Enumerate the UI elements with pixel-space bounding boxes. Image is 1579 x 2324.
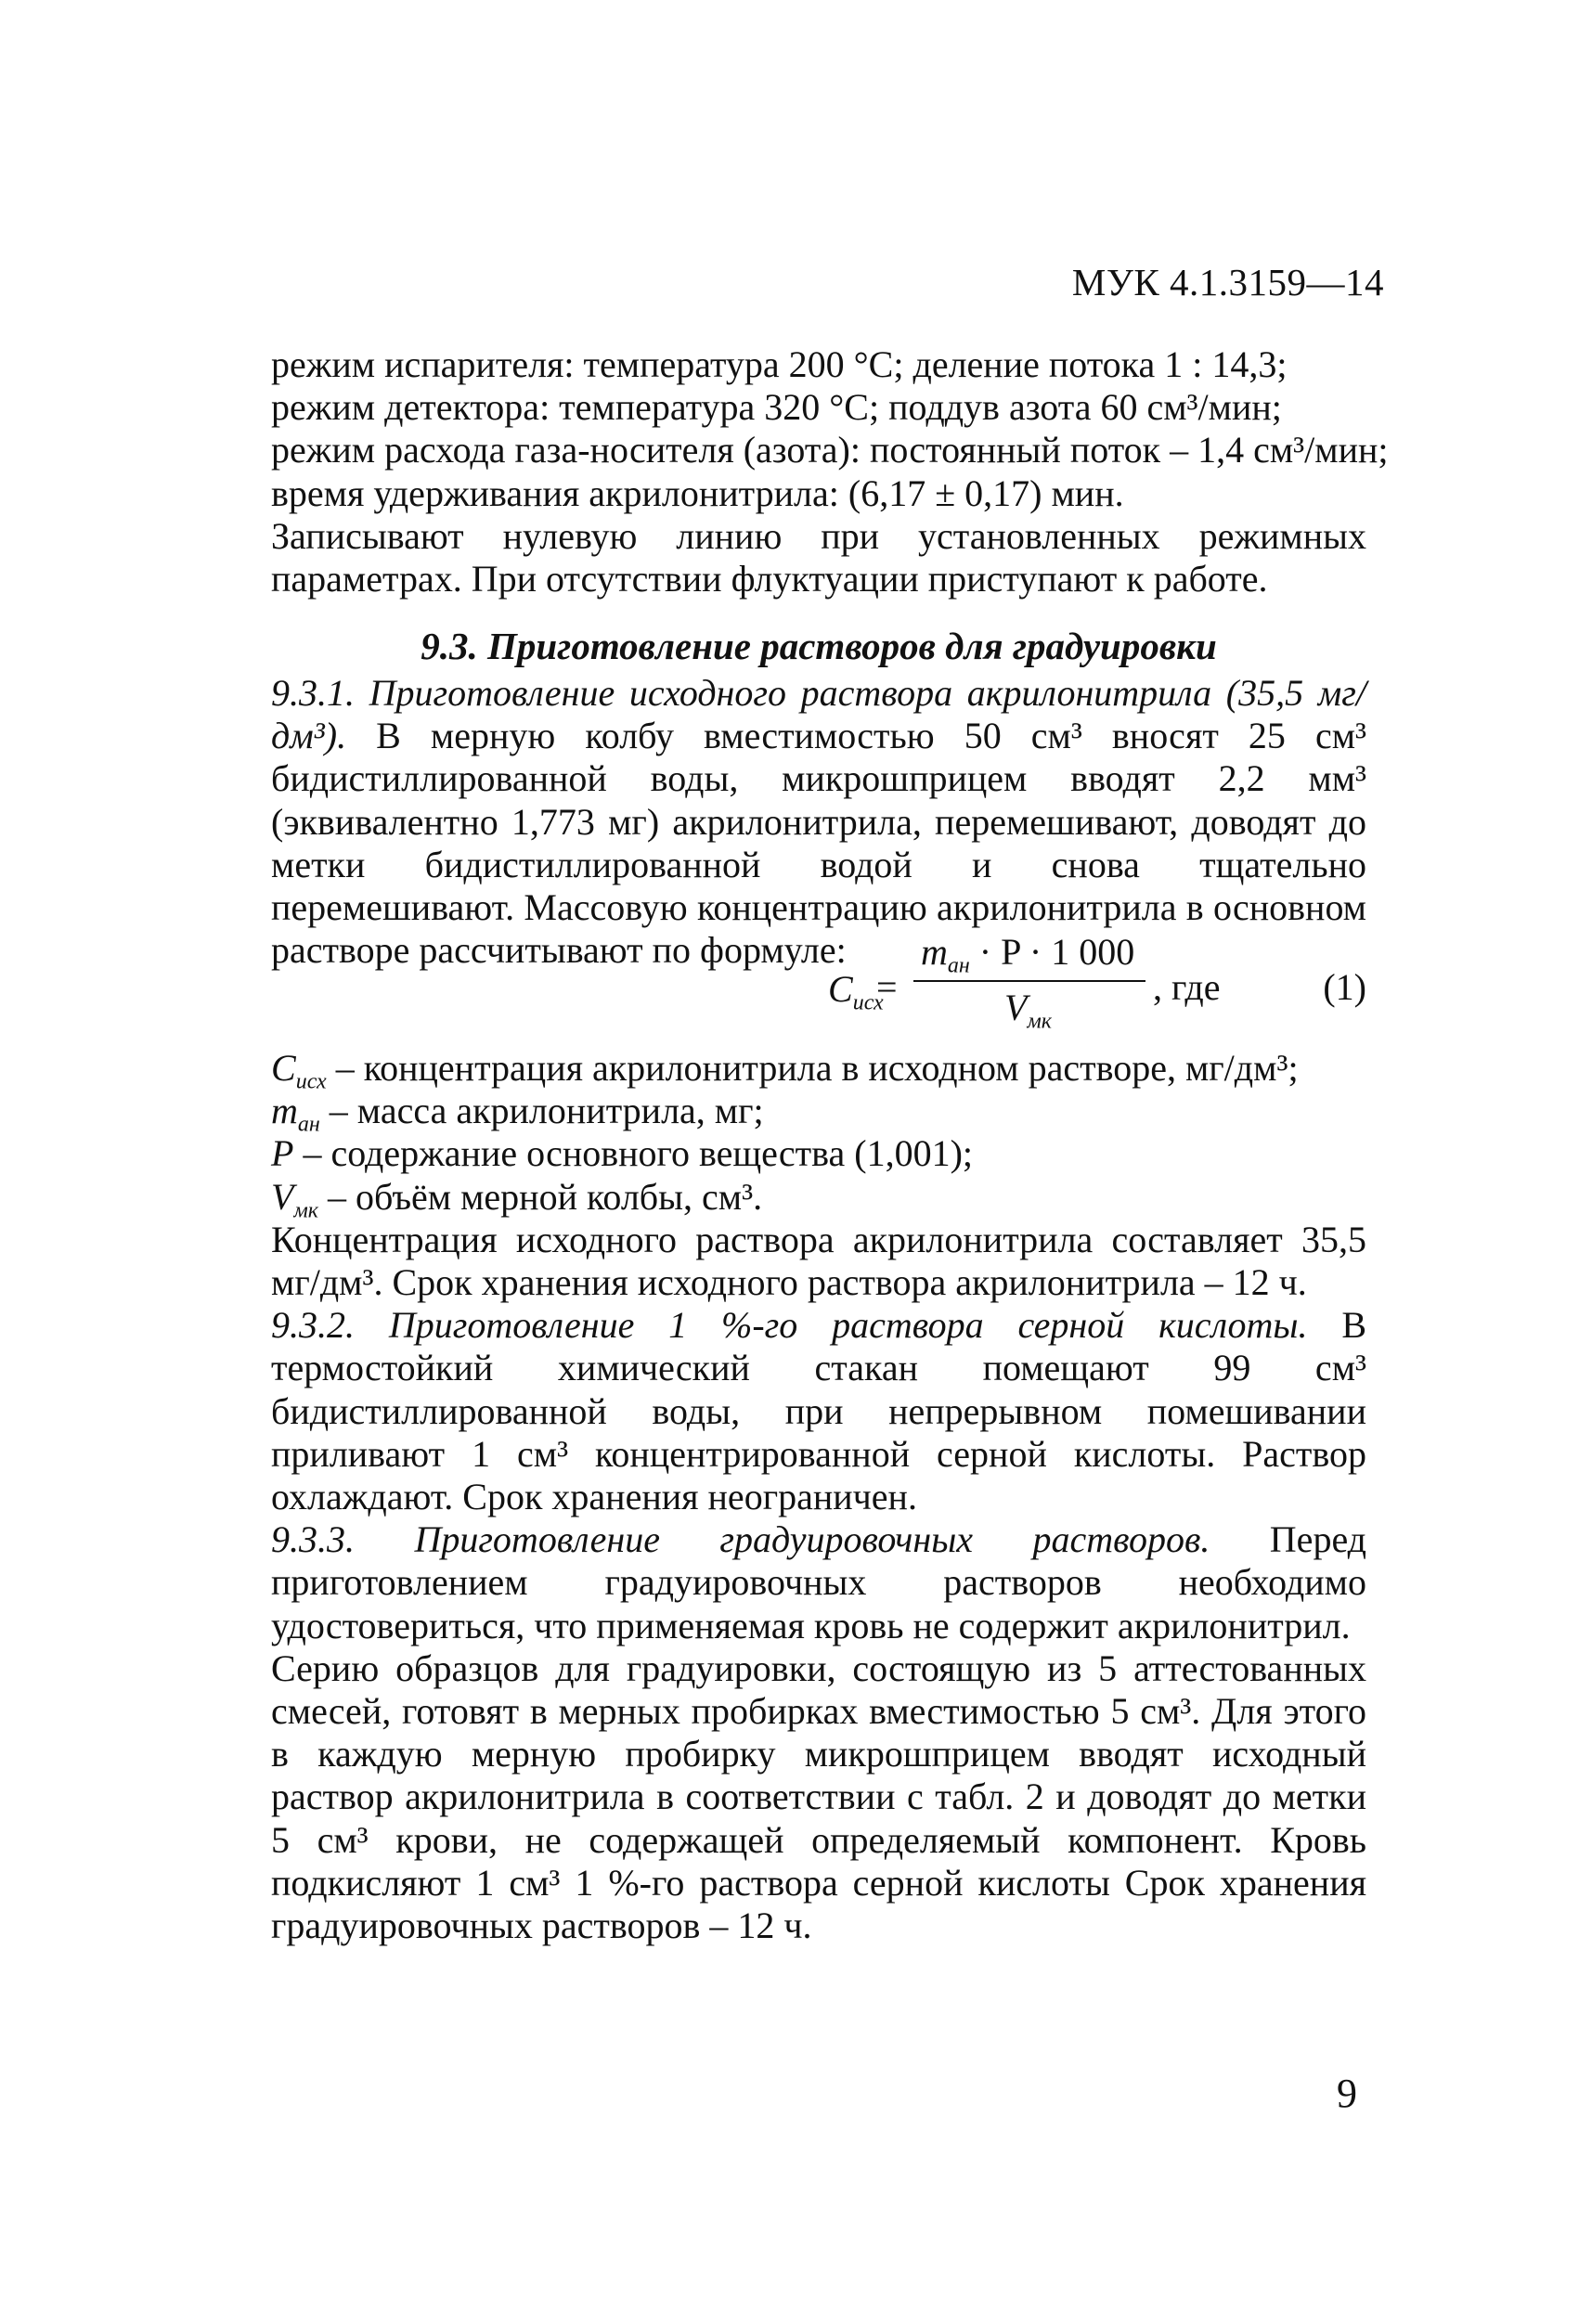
- settings-line: режим расхода газа-носителя (азота): постоянный поток – 1,4 см³/мин;: [271, 429, 1389, 471]
- formula-equals: =: [876, 966, 898, 1008]
- definition-line: $m_{ан}$ – масса акрилонитрила, мг;: [271, 1090, 764, 1137]
- baseline-paragraph: Записывают нулевую линию при установленных режимных параметрах. При отсутствии флуктуации приступают к работе.: [271, 514, 1366, 600]
- formula-numerator: $m_{ан} \cdot P \cdot 1$ 000: [921, 931, 1135, 978]
- definition-line: P – содержание основного вещества (1,001);: [271, 1132, 974, 1175]
- formula-denominator: $V_{мк}$: [1004, 987, 1052, 1034]
- paragraph-body: Перед приготовлением градуировочных растворов необходимо удостовериться, что применяемая кровь не содержит акрилонитрил.: [271, 1518, 1367, 1646]
- document-code: МУК 4.1.3159—14: [1071, 261, 1384, 303]
- paragraph-9-3-3: [271, 1518, 1366, 1647]
- formula-lhs: $C_{исх}$: [828, 968, 884, 1015]
- settings-line: время удерживания акрилонитрила: (6,17 ± 0,17) мин.: [271, 471, 1124, 514]
- definition-line: $C_{исх}$ – концентрация акрилонитрила в исходном растворе, мг/дм³;: [271, 1047, 1299, 1094]
- paragraph-9-3-2: [271, 1304, 1366, 1518]
- definition-line: $V_{мк}$ – объём мерной колбы, см³.: [271, 1175, 763, 1222]
- paragraph-9-3-1: [271, 672, 1367, 978]
- section-heading: 9.3. Приготовление растворов для градуировки: [421, 625, 1217, 667]
- formula-number: (1): [1323, 966, 1366, 1008]
- concentration-paragraph: Концентрация исходного раствора акрилонитрила составляет 35,5 мг/дм³. Срок хранения исходного раствора акрилонитрила – 12 ч.: [271, 1218, 1366, 1304]
- subsection-title: 9.3.3. Приготовление градуировочных растворов.: [271, 1518, 1210, 1561]
- subsection-title: 9.3.1. Приготовление исходного раствора акрилонитрила (35,5 мг/дм³).: [271, 672, 1366, 757]
- formula-where: , где: [1153, 966, 1221, 1008]
- paragraph-body: В мерную колбу вместимостью 50 см³ вносят 25 см³ бидистиллированной воды, микрошприцем вводят 2,2 мм³ (эквивалентно 1,773 мг) акрилонитрила, перемешивают, доводят до метки бидистиллированной водой и снова тщательно перемешивают. Массовую концентрацию акрилонитрила в основном растворе рассчитывают по формуле:: [271, 715, 1367, 972]
- settings-line: режим детектора: температура 320 °С; поддув азота 60 см³/мин;: [271, 386, 1282, 429]
- page-number: 9: [1337, 2071, 1357, 2116]
- settings-line: режим испарителя: температура 200 °С; деление потока 1 : 14,3;: [271, 343, 1288, 385]
- series-paragraph: Серию образцов для градуировки, состоящую из 5 аттестованных смесей, готовят в мерных пробирках вместимостью 5 см³. Для этого в каждую мерную пробирку микрошприцем вводят исходный раствор акрилонитрила в соответствии с табл. 2 и доводят до метки 5 см³ крови, не содержащей определяемый компонент. Кровь подкисляют 1 см³ 1 %-го раствора серной кислоты Срок хранения градуировочных растворов – 12 ч.: [271, 1646, 1366, 1947]
- evaporator-detector-settings: [271, 343, 1389, 600]
- paragraph-body: В термостойкий химический стакан помещают 99 см³ бидистиллированной воды, при непрерывном помешивании приливают 1 см³ концентрированной серной кислоты. Раствор охлаждают. Срок хранения неограничен.: [271, 1304, 1367, 1518]
- formula-definitions-and-text: [271, 1047, 1366, 1947]
- fraction-bar: [913, 980, 1145, 982]
- formula-1: [271, 930, 1366, 1039]
- subsection-title: 9.3.2. Приготовление 1 %-го раствора серной кислоты.: [271, 1304, 1308, 1347]
